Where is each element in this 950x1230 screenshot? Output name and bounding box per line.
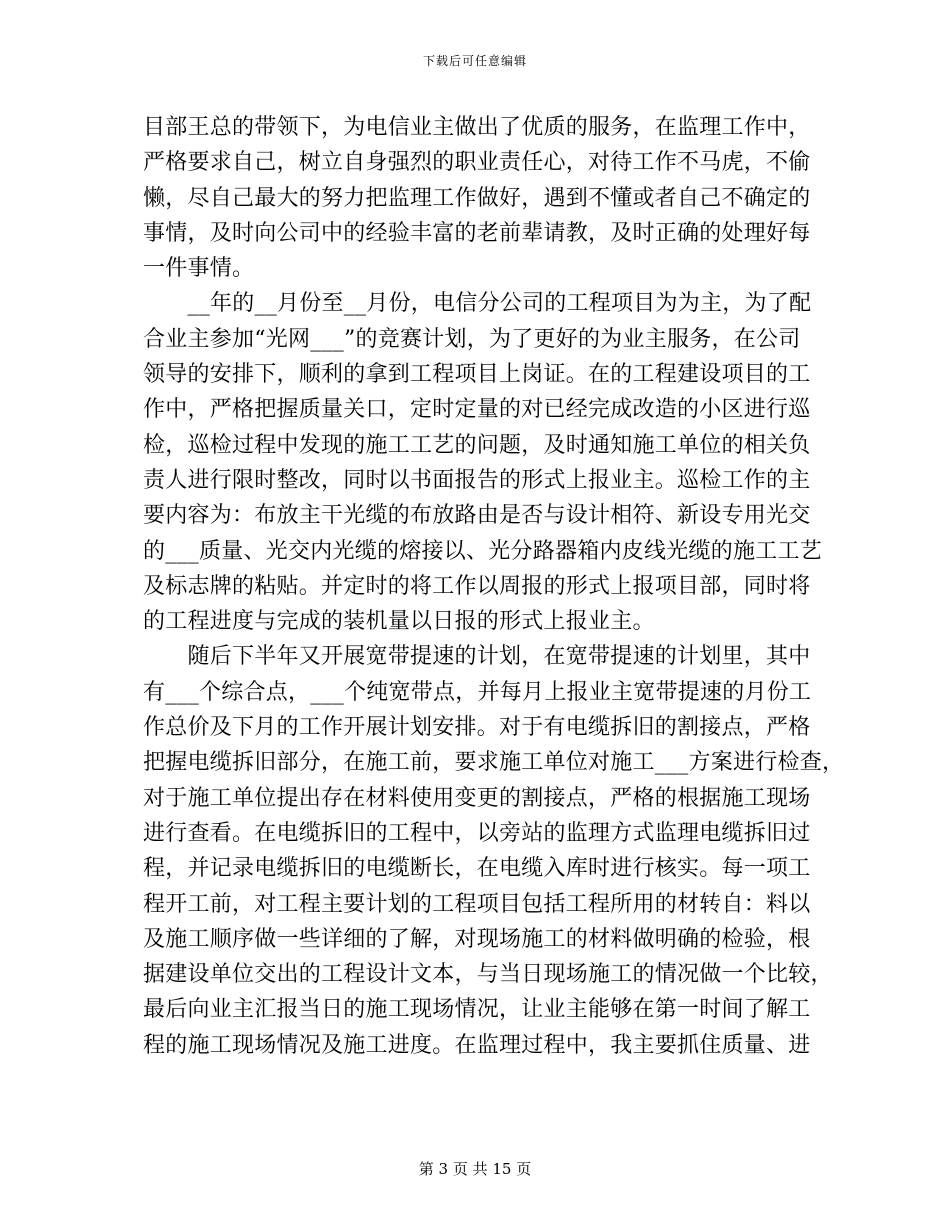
text-line: 作总价及下月的工作开展计划安排。对于有电缆拆旧的割接点，严格	[143, 715, 811, 741]
text-line: 随后下半年又开展宽带提速的计划，在宽带提速的计划里，其中	[143, 644, 811, 670]
text-line: 对于施工单位提出存在材料使用变更的割接点，严格的根据施工现场	[143, 785, 811, 811]
text-line: 的工程进度与完成的装机量以日报的形式上报业主。	[143, 609, 655, 635]
text-line: 程开工前，对工程主要计划的工程项目包括工程所用的材转自：料以	[143, 891, 811, 917]
text-line: 责人进行限时整改，同时以书面报告的形式上报业主。巡检工作的主	[143, 467, 811, 493]
text-line: 及标志牌的粘贴。并定时的将工作以周报的形式上报项目部，同时将	[143, 573, 811, 599]
page-number: 第 3 页 共 15 页	[418, 1160, 532, 1178]
text-line: 最后向业主汇报当日的施工现场情况，让业主能够在第一时间了解工	[143, 997, 811, 1023]
text-line: 目部王总的带领下，为电信业主做出了优质的服务，在监理工作中，	[143, 115, 811, 140]
text-line: 进行查看。在电缆拆旧的工程中，以旁站的监理方式监理电缆拆旧过	[143, 820, 811, 846]
text-line: 把握电缆拆旧部分，在施工前，要求施工单位对施工___方案进行检查，	[143, 750, 845, 776]
text-line: 据建设单位交出的工程设计文本，与当日现场施工的情况做一个比较，	[143, 962, 833, 988]
page-header-note: 下载后可任意编辑	[422, 54, 527, 68]
text-line: 有___个综合点，___个纯宽带点，并每月上报业主宽带提速的月份工	[143, 679, 812, 705]
text-line: 合业主参加“光网___”的竞赛计划，为了更好的为业主服务，在公司	[143, 326, 801, 352]
text-line: 检，巡检过程中发现的施工工艺的问题，及时通知施工单位的相关负	[143, 432, 811, 458]
text-line: 领导的安排下，顺利的拿到工程项目上岗证。在的工程建设项目的工	[143, 362, 811, 388]
text-line: 及施工顺序做一些详细的了解，对现场施工的材料做明确的检验，根	[143, 926, 811, 952]
text-line: 作中，严格把握质量关口，定时定量的对已经完成改造的小区进行巡	[143, 397, 811, 423]
text-line: 一件事情。	[143, 256, 255, 282]
text-line: 要内容为：布放主干光缆的布放路由是否与设计相符、新设专用光交	[143, 503, 811, 529]
text-line: 懒，尽自己最大的努力把监理工作做好，遇到不懂或者自己不确定的	[143, 185, 811, 211]
document-body	[143, 110, 845, 1063]
text-line: 的___质量、光交内光缆的熔接以、光分路器箱内皮线光缆的施工工艺	[143, 538, 823, 564]
text-line: 程的施工现场情况及施工进度。在监理过程中，我主要抓住质量、进	[143, 1032, 811, 1058]
text-line: __年的__月份至__月份，电信分公司的工程项目为为主，为了配	[143, 291, 812, 317]
text-line: 程，并记录电缆拆旧的电缆断长，在电缆入库时进行核实。每一项工	[143, 856, 811, 882]
text-line: 事情，及时向公司中的经验丰富的老前辈请教，及时正确的处理好每	[143, 220, 811, 246]
text-line: 严格要求自己，树立自身强烈的职业责任心，对待工作不马虎，不偷	[143, 150, 811, 176]
